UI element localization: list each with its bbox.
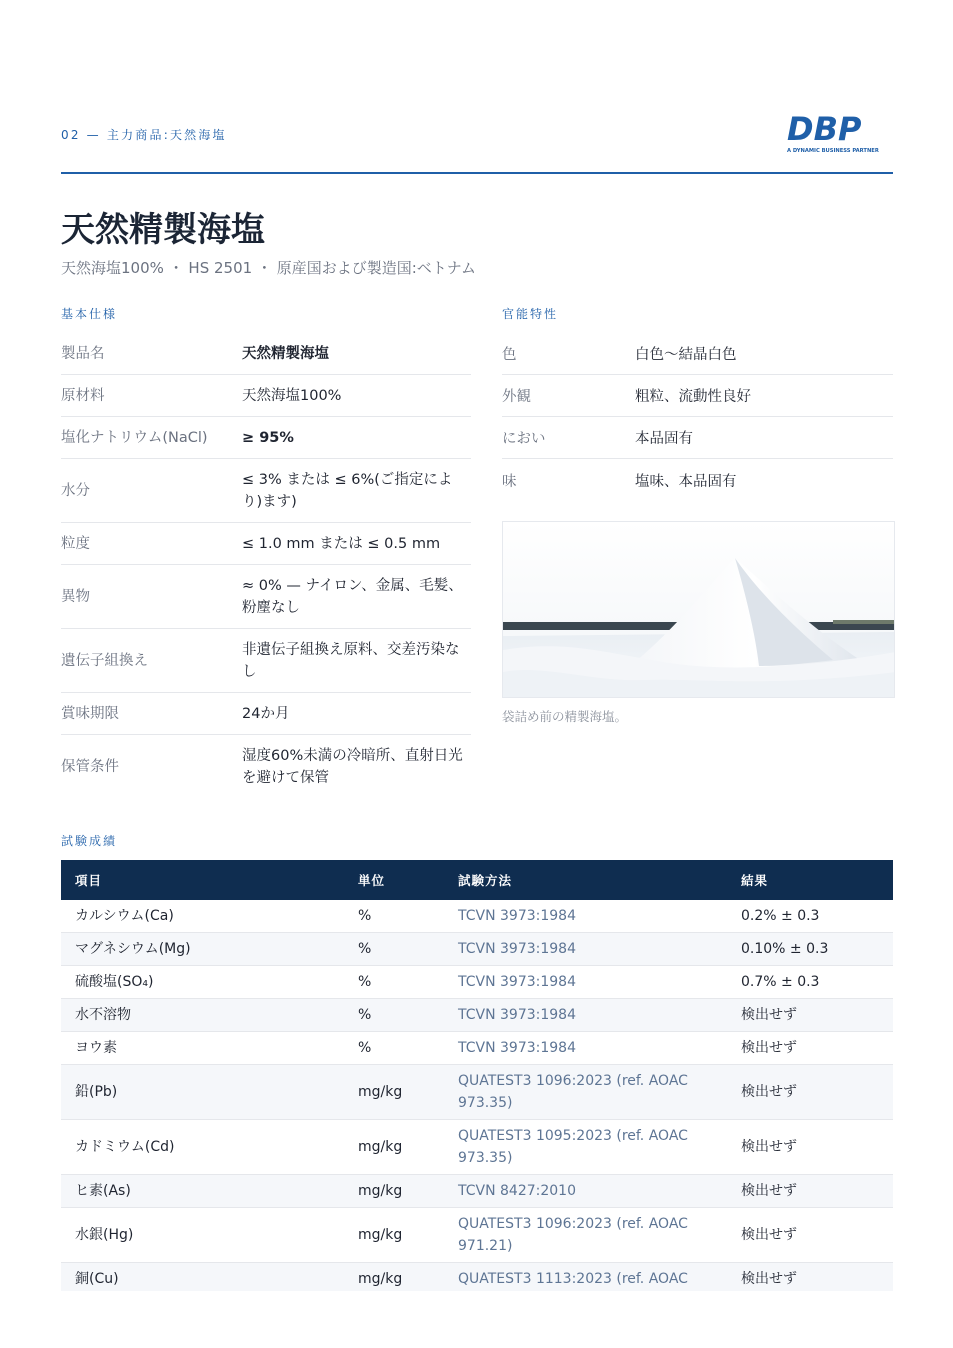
- cell-item: 硫酸塩(SO₄): [61, 966, 344, 999]
- spec-row: [61, 459, 471, 523]
- table-row: [61, 1263, 893, 1292]
- spec-row: [61, 375, 471, 417]
- table-row: [61, 1208, 893, 1263]
- dbp-logo: [785, 110, 891, 154]
- salt-pile-illustration: [503, 522, 895, 698]
- results-table: [61, 860, 893, 1291]
- spec-key: 保管条件: [61, 759, 119, 775]
- spec-key: 粒度: [61, 535, 90, 552]
- results-header-row: [61, 860, 893, 900]
- table-row: [61, 1120, 893, 1175]
- spec-key: 製品名: [61, 345, 105, 362]
- spec-value: ≈ 0% — ナイロン、金属、毛髪、粉塵なし: [242, 577, 463, 616]
- cell-method: TCVN 8427:2010: [444, 1175, 727, 1208]
- spec-section-label: 基本仕様: [61, 307, 118, 321]
- spec-key: 遺伝子組換え: [61, 652, 148, 669]
- spec-value: ≥ 95%: [242, 429, 294, 446]
- cell-result: 検出せず: [727, 1120, 893, 1175]
- table-row: [61, 966, 893, 999]
- cell-unit: %: [344, 999, 444, 1032]
- sensory-table: [502, 333, 893, 501]
- table-row: [61, 999, 893, 1032]
- photo-caption: 袋詰め前の精製海塩。: [502, 709, 628, 724]
- spec-value: 天然精製海塩: [242, 345, 329, 362]
- sensory-section-label: 官能特性: [502, 307, 559, 321]
- sensory-row: [502, 417, 893, 459]
- cell-item: 水銀(Hg): [61, 1208, 344, 1263]
- results-grid: [61, 860, 893, 1291]
- cell-method: TCVN 3973:1984: [444, 966, 727, 999]
- sensory-key: 外観: [502, 389, 531, 405]
- cell-unit: %: [344, 933, 444, 966]
- sensory-key: におい: [502, 431, 546, 447]
- page-header: [61, 108, 893, 174]
- sensory-value: 本品固有: [635, 431, 693, 447]
- cell-unit: mg/kg: [344, 1175, 444, 1208]
- spec-row: [61, 565, 471, 629]
- cell-method: TCVN 3973:1984: [444, 1032, 727, 1065]
- cell-result: 0.2% ± 0.3: [727, 900, 893, 933]
- spec-key: 原材料: [61, 387, 105, 404]
- cell-result: 検出せず: [727, 1208, 893, 1263]
- table-row: [61, 1065, 893, 1120]
- spec-value: ≤ 1.0 mm または ≤ 0.5 mm: [242, 535, 441, 552]
- spec-key: 塩化ナトリウム(NaCl): [61, 429, 208, 446]
- cell-item: ヒ素(As): [61, 1175, 344, 1208]
- sensory-row: [502, 459, 893, 501]
- cell-method: TCVN 3973:1984: [444, 900, 727, 933]
- cell-result: 検出せず: [727, 1032, 893, 1065]
- table-row: [61, 1175, 893, 1208]
- section-kicker: 02 — 主力商品:天然海塩: [61, 128, 227, 142]
- cell-item: カドミウム(Cd): [61, 1120, 344, 1175]
- cell-item: 鉛(Pb): [61, 1065, 344, 1120]
- col-result: 結果: [727, 860, 893, 900]
- cell-unit: %: [344, 1032, 444, 1065]
- col-method: 試験方法: [444, 860, 727, 900]
- spec-row: [61, 417, 471, 459]
- cell-method: TCVN 3973:1984: [444, 999, 727, 1032]
- cell-result: 0.7% ± 0.3: [727, 966, 893, 999]
- salt-pile-photo: [502, 521, 895, 698]
- col-item: 項目: [61, 860, 344, 900]
- page-subtitle: 天然海塩100% ・ HS 2501 ・ 原産国および製造国:ベトナム: [61, 259, 477, 277]
- spec-table: [61, 333, 471, 799]
- cell-method: QUATEST3 1096:2023 (ref. AOAC 973.35): [444, 1065, 727, 1120]
- spec-row: [61, 333, 471, 375]
- sensory-value: 白色〜結晶白色: [635, 347, 737, 363]
- spec-value: ≤ 3% または ≤ 6%(ご指定により)ます): [242, 471, 453, 510]
- cell-item: 水不溶物: [61, 999, 344, 1032]
- cell-result: 検出せず: [727, 1175, 893, 1208]
- sensory-key: 味: [502, 473, 517, 490]
- table-row: [61, 933, 893, 966]
- cell-unit: mg/kg: [344, 1065, 444, 1120]
- page-title: 天然精製海塩: [61, 210, 265, 250]
- spec-row: [61, 693, 471, 735]
- spec-row: [61, 735, 471, 799]
- cell-result: 検出せず: [727, 1065, 893, 1120]
- cell-unit: %: [344, 966, 444, 999]
- cell-unit: mg/kg: [344, 1120, 444, 1175]
- spec-row: [61, 523, 471, 565]
- cell-result: 0.10% ± 0.3: [727, 933, 893, 966]
- cell-unit: mg/kg: [344, 1263, 444, 1292]
- cell-unit: mg/kg: [344, 1208, 444, 1263]
- table-row: [61, 900, 893, 933]
- logo-tagline: A DYNAMIC BUSINESS PARTNER: [787, 148, 879, 154]
- spec-value: 24か月: [242, 705, 290, 722]
- cell-method: QUATEST3 1113:2023 (ref. AOAC: [444, 1263, 727, 1292]
- spec-key: 水分: [61, 482, 90, 499]
- cell-method: QUATEST3 1096:2023 (ref. AOAC 971.21): [444, 1208, 727, 1263]
- sensory-key: 色: [502, 347, 517, 363]
- cell-item: ヨウ素: [61, 1032, 344, 1065]
- cell-result: 検出せず: [727, 1263, 893, 1292]
- sensory-row: [502, 375, 893, 417]
- sensory-value: 粗粒、流動性良好: [635, 389, 751, 405]
- spec-key: 異物: [61, 588, 90, 605]
- spec-value: 非遺伝子組換え原料、交差汚染なし: [242, 641, 460, 680]
- cell-unit: %: [344, 900, 444, 933]
- spec-key: 賞味期限: [61, 705, 119, 722]
- sensory-row: [502, 333, 893, 375]
- spec-value: 湿度60%未満の冷暗所、直射日光を避けて保管: [242, 748, 463, 786]
- results-section-label: 試験成績: [61, 834, 118, 848]
- cell-result: 検出せず: [727, 999, 893, 1032]
- spec-row: [61, 629, 471, 693]
- spec-value: 天然海塩100%: [242, 387, 342, 404]
- cell-item: カルシウム(Ca): [61, 900, 344, 933]
- col-unit: 単位: [344, 860, 444, 900]
- table-row: [61, 1032, 893, 1065]
- logo-letters: DBP: [787, 110, 862, 148]
- sensory-value: 塩味、本品固有: [635, 473, 737, 490]
- cell-item: マグネシウム(Mg): [61, 933, 344, 966]
- cell-method: QUATEST3 1095:2023 (ref. AOAC 973.35): [444, 1120, 727, 1175]
- cell-item: 銅(Cu): [61, 1263, 344, 1292]
- cell-method: TCVN 3973:1984: [444, 933, 727, 966]
